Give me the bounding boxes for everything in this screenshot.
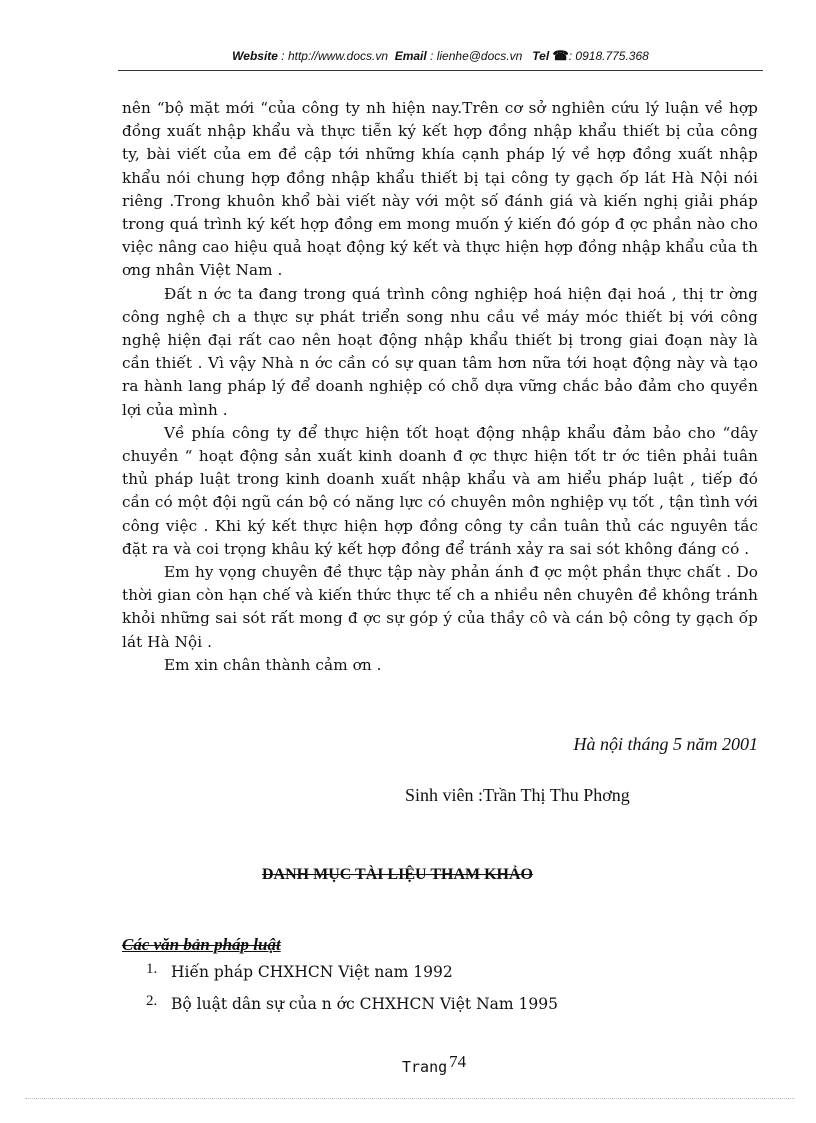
list-item-number: 2.: [146, 993, 158, 1009]
page-footer: [402, 1052, 467, 1077]
paragraph-5: Em xin chân thành cảm ơn .: [164, 655, 382, 674]
email-label: Email: [394, 49, 427, 63]
header-divider: [118, 70, 763, 71]
telephone-icon: ☎: [552, 48, 569, 63]
date-line: Hà nội tháng 5 năm 2001: [573, 734, 758, 754]
list-item: [146, 963, 558, 995]
signature: Sinh viên :Trần Thị Thu Phơng: [405, 785, 630, 805]
website-value[interactable]: : http://www.docs.vn: [281, 49, 389, 63]
page-bottom-divider: [25, 1098, 795, 1099]
body-text: [122, 97, 758, 677]
page-number: 74: [449, 1052, 467, 1071]
list-item-number: 1.: [146, 961, 158, 977]
paragraph-1: nên “bộ mặt mới “của công ty nh hiện nay.Trên cơ sở nghiên cứu lý luận về hợp đồng xuất nhập khẩu và thực tiễn ký kết hợp đồng nhập khẩu thiết bị của công ty, bài viết của em đề cập tới những khía cạnh pháp lý về hợp đồng xuất nhập khẩu nói chung hợp đồng nhập khẩu thiết bị tại công ty gạch ốp lát Hà Nội nói riêng .Trong khuôn khổ bài viết này với một số đánh giá và kiến nghị giải pháp trong quá trình ký kết hợp đồng em mong muốn ý kiến đó góp đ ợc phần nào cho việc nâng cao hiệu quả hoạt động ký kết và thực hiện hợp đồng nhập khẩu của th ơng nhân Việt Nam .: [122, 99, 758, 280]
page-label: Trang: [402, 1058, 448, 1076]
page-header: [118, 48, 763, 64]
tel-value: : 0918.775.368: [568, 49, 649, 63]
paragraph-2: Đất n ớc ta đang trong quá trình công nghiệp hoá hiện đại hoá , thị tr ờng công nghệ ch a thực sự phát triển song nhu cầu về máy móc thiết bị với công nghệ hiện đại rất cao nên hoạt động nhập khẩu thiết bị trong giai đoạn này là cần thiết . Vì vậy Nhà n ớc cần có sự quan tâm hơn nữa tới hoạt động này và tạo ra hành lang pháp lý để doanh nghiệp có chỗ dựa vững chắc bảo đảm cho quyền lợi của mình .: [122, 284, 758, 419]
email-value[interactable]: : lienhe@docs.vn: [430, 49, 523, 63]
paragraph-3: Về phía công ty để thực hiện tốt hoạt động nhập khẩu đảm bảo cho “dây chuyền “ hoạt động sản xuất kinh doanh đ ợc thực hiện tốt tr ớc tiên phải tuân thủ pháp luật trong kinh doanh xuất nhập khẩu và am hiểu pháp luật , tiếp đó cần có một đội ngũ cán bộ có năng lực có chuyên môn nghiệp vụ tốt , tận tình với công việc . Khi ký kết thực hiện hợp đồng công ty cần tuân thủ các nguyên tắc đặt ra và coi trọng khâu ký kết hợp đồng để tránh xảy ra sai sót không đáng có .: [122, 423, 758, 558]
references-subtitle: Các văn bản pháp luật: [122, 935, 281, 954]
list-item-text: Hiến pháp CHXHCN Việt nam 1992: [171, 963, 453, 981]
paragraph-4: Em hy vọng chuyên đề thực tập này phản ánh đ ợc một phần thực chất . Do thời gian còn hạn chế và kiến thức thực tế ch a nhiều nên chuyên đề không tránh khỏi những sai sót rất mong đ ợc sự góp ý của thầy cô và cán bộ công ty gạch ốp lát Hà Nội .: [122, 563, 758, 651]
website-label: Website: [232, 49, 278, 63]
list-item-text: Bộ luật dân sự của n ớc CHXHCN Việt Nam 1995: [171, 995, 558, 1013]
references-list: [146, 963, 558, 1027]
list-item: [146, 995, 558, 1027]
tel-label: Tel: [532, 49, 550, 63]
references-title: DANH MỤC TÀI LIỆU THAM KHẢO: [262, 866, 533, 883]
